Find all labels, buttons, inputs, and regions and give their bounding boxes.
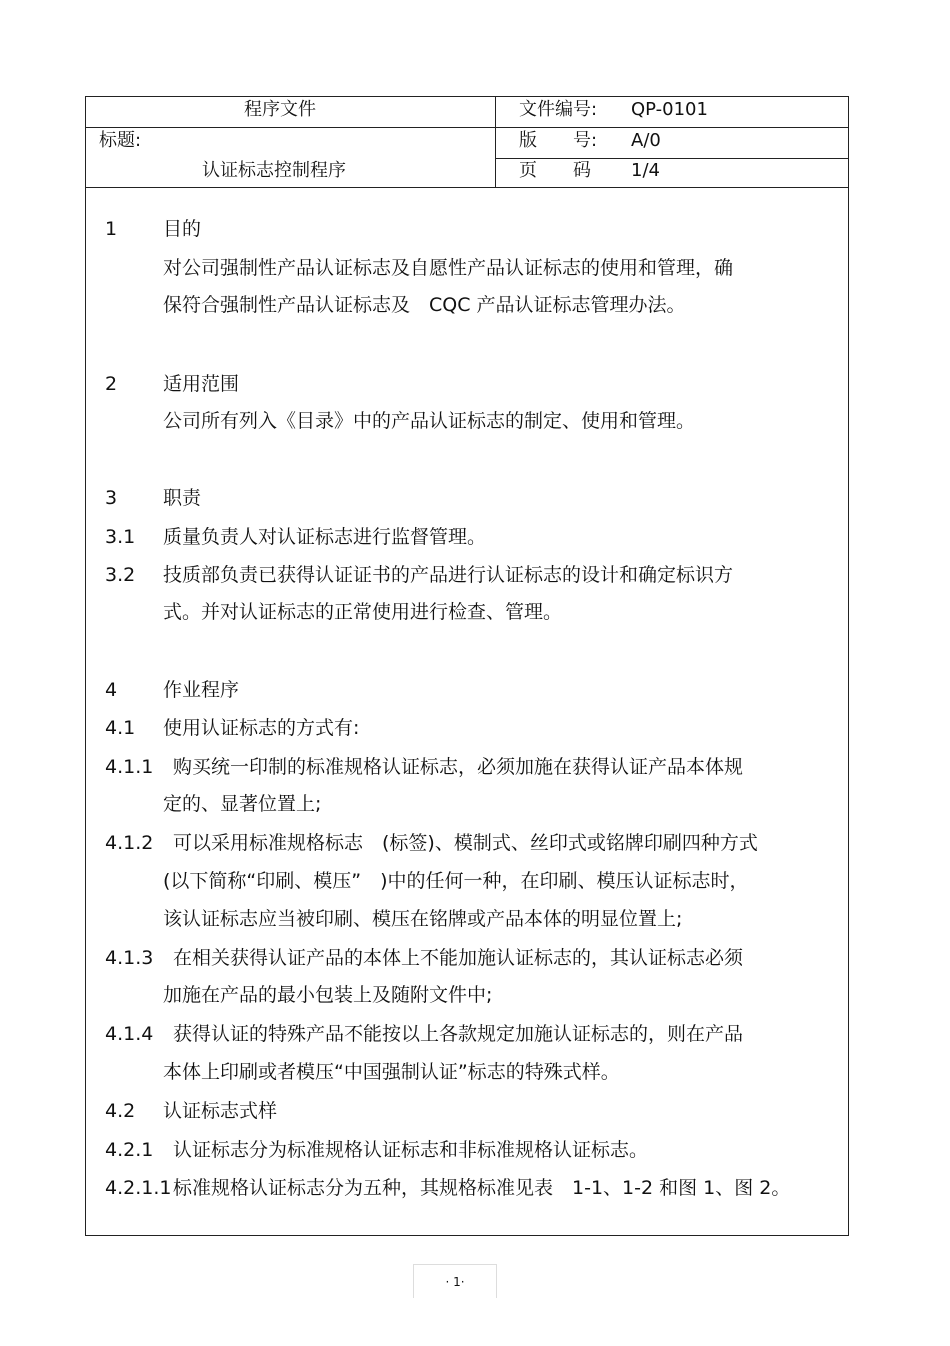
section-number: 4 (105, 679, 118, 701)
section-number: 4.2.1.1 (105, 1177, 172, 1199)
section-heading: 目的 (163, 218, 202, 240)
doc-type: 程序文件 (244, 99, 316, 120)
section-number: 3.2 (105, 564, 136, 586)
section-text: 可以采用标准规格标志 (标签)、模制式、丝印式或铭牌印刷四种方式 (173, 832, 758, 854)
section-number: 2 (105, 373, 118, 395)
section-number: 4.1.4 (105, 1023, 154, 1045)
page-number: · 1· (413, 1264, 497, 1298)
section-text: 加施在产品的最小包装上及随附文件中; (163, 984, 493, 1006)
section-number: 1 (105, 218, 118, 240)
section-number: 4.1.3 (105, 947, 154, 969)
section-text: 该认证标志应当被印刷、模压在铭牌或产品本体的明显位置上; (163, 908, 683, 930)
section-number: 4.1.1 (105, 756, 154, 778)
section-number: 3 (105, 487, 118, 509)
page-value: 1/4 (631, 160, 660, 181)
section-text: 标准规格认证标志分为五种，其规格标准见表 1-1、1-2 和图 1、图 2。 (173, 1177, 791, 1199)
section-text: 技质部负责已获得认证证书的产品进行认证标志的设计和确定标识方 (163, 564, 734, 586)
section-number: 4.2 (105, 1100, 136, 1122)
section-text: 保符合强制性产品认证标志及 CQC 产品认证标志管理办法。 (163, 294, 686, 316)
section-text: 获得认证的特殊产品不能按以上各款规定加施认证标志的，则在产品 (173, 1023, 744, 1045)
section-text: 式。并对认证标志的正常使用进行检查、管理。 (163, 601, 563, 623)
section-text: 认证标志分为标准规格认证标志和非标准规格认证标志。 (173, 1139, 649, 1161)
section-heading: 职责 (163, 487, 202, 509)
section-text: 定的、显著位置上; (163, 793, 322, 815)
page-label: 页 码 (519, 160, 591, 181)
section-text: 对公司强制性产品认证标志及自愿性产品认证标志的使用和管理，确 (163, 257, 734, 279)
version-label: 版 号: (519, 130, 598, 151)
section-number: 4.1.2 (105, 832, 154, 854)
section-text: 本体上印刷或者模压“中国强制认证”标志的特殊式样。 (163, 1061, 620, 1083)
doc-no-label: 文件编号: (519, 99, 598, 120)
section-text: (以下简称“印刷、模压” )中的任何一种，在印刷、模压认证标志时， (163, 870, 749, 892)
section-text: 质量负责人对认证标志进行监督管理。 (163, 526, 487, 548)
doc-no-value: QP-0101 (631, 99, 708, 120)
section-heading: 认证标志式样 (163, 1100, 278, 1122)
section-heading: 适用范围 (163, 373, 240, 395)
document-frame (85, 96, 849, 1236)
section-number: 3.1 (105, 526, 136, 548)
version-value: A/0 (631, 130, 661, 151)
title-label: 标题: (99, 130, 142, 151)
section-number: 4.2.1 (105, 1139, 154, 1161)
section-text: 使用认证标志的方式有: (163, 717, 360, 739)
section-text: 公司所有列入《目录》中的产品认证标志的制定、使用和管理。 (163, 410, 696, 432)
section-text: 在相关获得认证产品的本体上不能加施认证标志的，其认证标志必须 (173, 947, 744, 969)
title-value: 认证标志控制程序 (202, 160, 346, 181)
document-body (86, 97, 848, 1235)
section-number: 4.1 (105, 717, 136, 739)
section-text: 购买统一印制的标准规格认证标志，必须加施在获得认证产品本体规 (173, 756, 744, 778)
section-heading: 作业程序 (163, 679, 240, 701)
